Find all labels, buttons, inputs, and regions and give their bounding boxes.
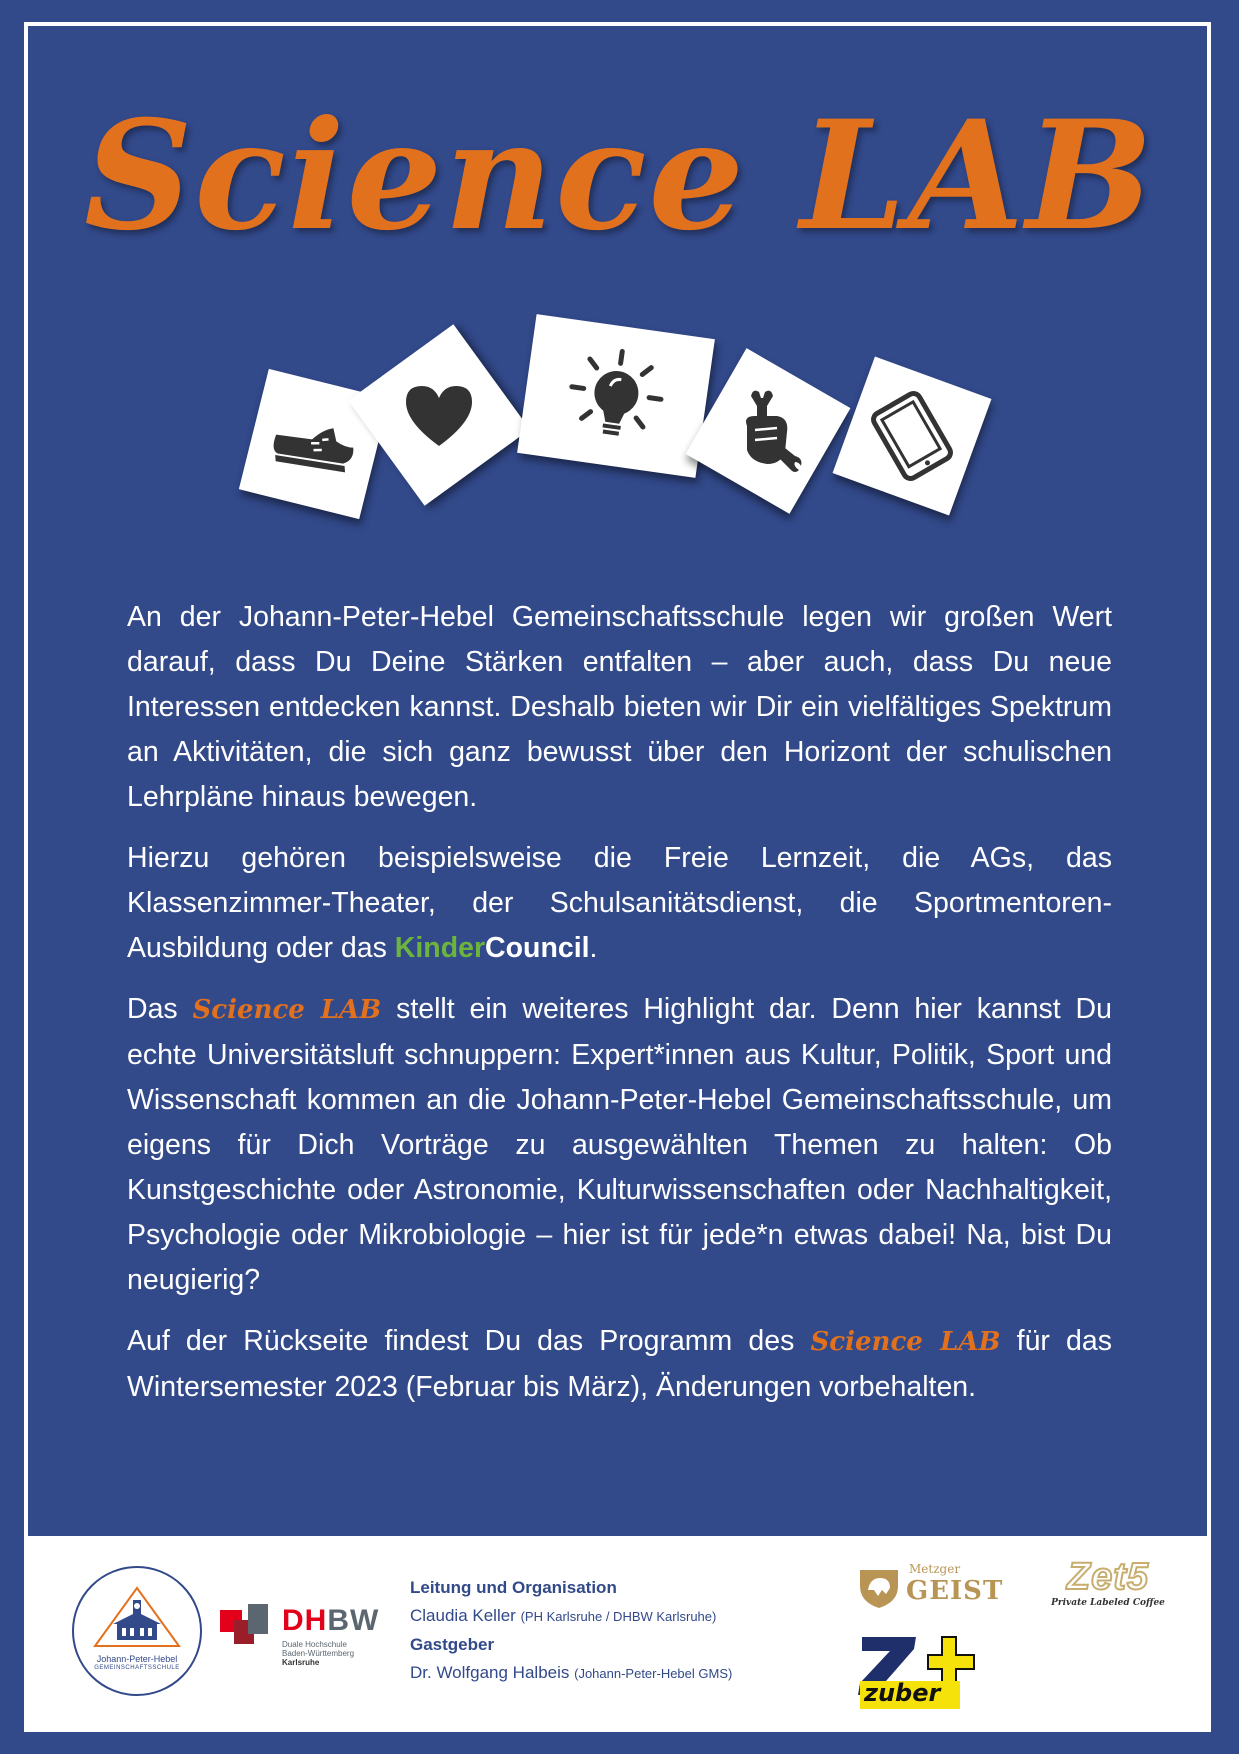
dhbw-logo: DHBW Duale Hochschule Baden-Württemberg Karlsruhe bbox=[220, 1598, 370, 1668]
lead-affiliation: (PH Karlsruhe / DHBW Karlsruhe) bbox=[520, 1609, 717, 1624]
science-lab-inline: Science LAB bbox=[810, 1327, 1001, 1357]
card-heart bbox=[348, 324, 530, 506]
kinder-text: Kinder bbox=[394, 932, 486, 964]
lightbulb-icon bbox=[554, 334, 678, 458]
footer bbox=[28, 1536, 1211, 1732]
host-heading: Gastgeber bbox=[410, 1635, 495, 1654]
intro-text bbox=[127, 595, 1112, 1426]
zuber-logo: zuber bbox=[858, 1631, 980, 1711]
school-logo-name: Johann-Peter-Hebel bbox=[96, 1654, 178, 1664]
paragraph-3: Das Science LAB stellt ein weiteres Highlight dar. Denn hier kannst Du echte Universitätsluft schnuppern: Expert*innen aus Kultur, Politik, Sport und Wissenschaft kommen an die Johann-Peter-Hebel Gemeinschaftsschule, um eigens für Dich Vorträge zu ausgewählten Themen zu halten: Ob Kunstgeschichte oder Astronomie, Kulturwissenschaften oder Nachhaltigkeit, Psychologie oder Mikrobiologie – hier ist für jede*n etwas dabei! Na, bist Du neugierig? bbox=[127, 993, 1112, 1296]
school-logo bbox=[72, 1566, 202, 1696]
school-building-icon bbox=[87, 1582, 187, 1652]
card-tablet bbox=[833, 357, 992, 516]
metzger-geist-logo: Metzger GEIST bbox=[856, 1560, 1006, 1620]
tablet-icon bbox=[867, 387, 957, 485]
science-lab-inline: Science LAB bbox=[192, 995, 382, 1025]
zet5-logo: Zet5 Private Labeled Coffee bbox=[1051, 1556, 1165, 1608]
lead-name: Claudia Keller bbox=[410, 1606, 516, 1625]
poster-title: Science LAB bbox=[84, 88, 1155, 264]
heart-icon bbox=[402, 382, 476, 448]
school-logo-sub: GEMEINSCHAFTSSCHULE bbox=[94, 1665, 180, 1671]
council-text: Council bbox=[485, 932, 590, 964]
card-hand-wrench bbox=[686, 348, 851, 514]
lead-heading: Leitung und Organisation bbox=[410, 1578, 617, 1597]
paragraph-1: An der Johann-Peter-Hebel Gemeinschaftsschule legen wir großen Wert darauf, dass Du Deine Stärken entfalten – aber auch, dass Du neue Interessen entdecken kannst. Deshalb bieten wir Dir ein vielfältiges Spektrum an Aktivitäten, die sich ganz bewusst über den Horizont der schulischen Lehrpläne hinaus bewegen. bbox=[127, 601, 1112, 813]
dhbw-mark-icon bbox=[220, 1598, 276, 1654]
icon-cards bbox=[0, 0, 1239, 600]
shoe-icon bbox=[265, 404, 363, 483]
host-affiliation: (Johann-Peter-Hebel GMS) bbox=[574, 1666, 733, 1681]
hand-wrench-icon bbox=[733, 386, 803, 476]
ghost-shield-icon bbox=[856, 1564, 902, 1610]
credits bbox=[410, 1574, 732, 1688]
host-name: Dr. Wolfgang Halbeis bbox=[410, 1663, 570, 1682]
paragraph-2: Hierzu gehören beispielsweise die Freie Lernzeit, die AGs, das Klassenzimmer-Theater, der Schulsanitätsdienst, die Sportmentoren-Ausbildung oder das KinderCouncil. bbox=[127, 842, 1112, 964]
paragraph-4: Auf der Rückseite findest Du das Programm des Science LAB für das Wintersemester 2023 (Februar bis März), Änderungen vorbehalten. bbox=[127, 1325, 1113, 1403]
